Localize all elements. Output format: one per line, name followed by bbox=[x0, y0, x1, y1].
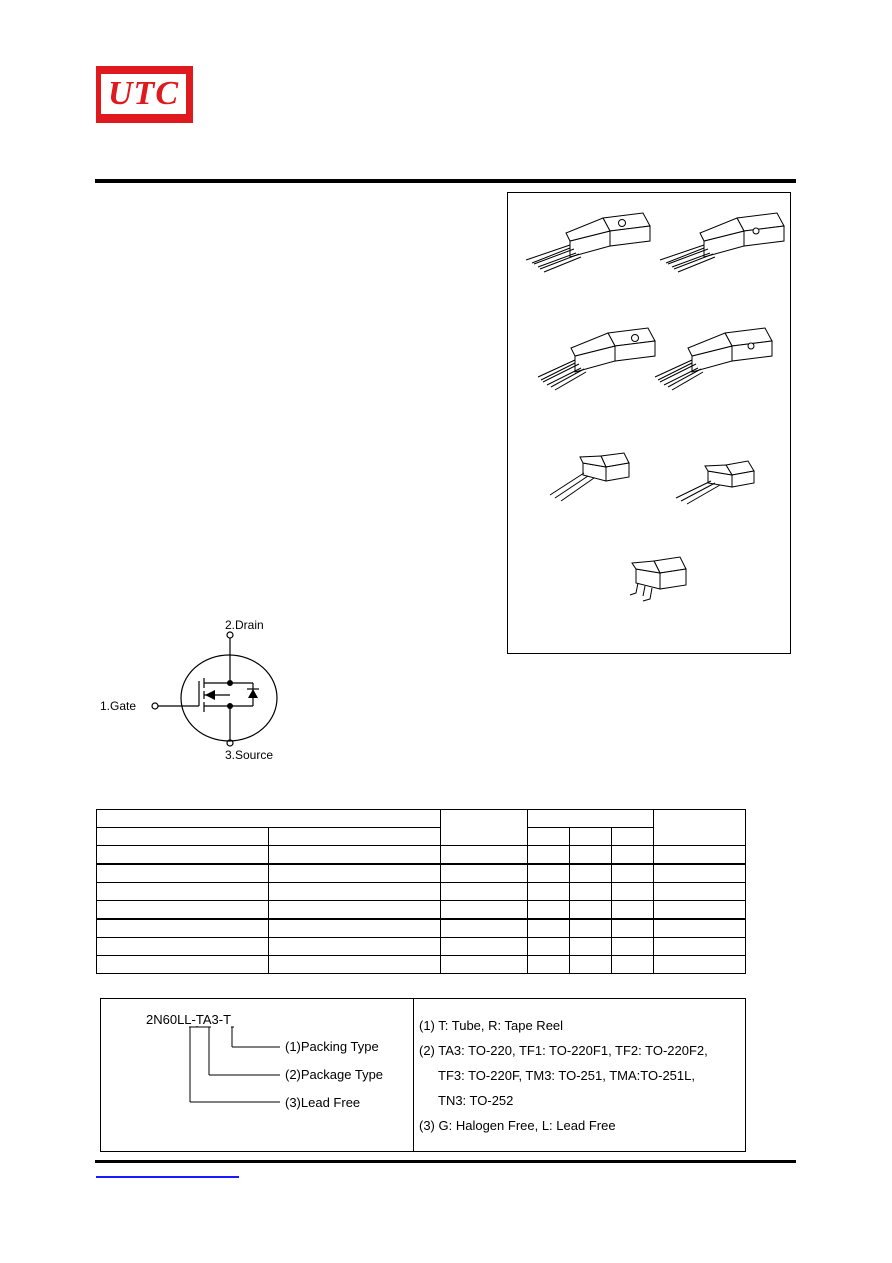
package-drawings bbox=[508, 193, 792, 655]
lead-free-label: (3)Lead Free bbox=[285, 1095, 361, 1110]
packing-type-label: (1)Packing Type bbox=[285, 1039, 379, 1054]
table-row bbox=[97, 846, 746, 865]
note-package-3: TN3: TO-252 bbox=[438, 1093, 514, 1108]
to220f-package-drawing bbox=[660, 213, 784, 272]
logo-text: UTC bbox=[108, 75, 179, 112]
table-header-row bbox=[97, 810, 746, 828]
to220f2-package-drawing bbox=[655, 328, 772, 390]
package-type-label: (2)Package Type bbox=[285, 1067, 384, 1082]
header-rule bbox=[95, 179, 796, 183]
to220-package-drawing bbox=[526, 213, 650, 272]
footer-link[interactable] bbox=[96, 1176, 239, 1178]
to251l-package-drawing bbox=[676, 461, 754, 504]
ordering-information-table bbox=[96, 809, 746, 974]
utc-logo bbox=[96, 66, 193, 123]
part-number-code: 2N60LL-TA3-T bbox=[146, 1012, 232, 1027]
to252-package-drawing bbox=[630, 557, 686, 601]
note-package-1: (2) TA3: TO-220, TF1: TO-220F1, TF2: TO-220F2, bbox=[419, 1043, 708, 1058]
note-packing: (1) T: Tube, R: Tape Reel bbox=[419, 1018, 564, 1033]
decode-divider bbox=[413, 998, 414, 1152]
table-row bbox=[97, 901, 746, 920]
mosfet-schematic bbox=[95, 615, 295, 765]
table-header-row bbox=[97, 828, 746, 846]
drain-label: 2.Drain bbox=[225, 618, 264, 632]
table-row bbox=[97, 883, 746, 901]
table-row bbox=[97, 864, 746, 883]
note-package-2: TF3: TO-220F, TM3: TO-251, TMA:TO-251L, bbox=[438, 1068, 695, 1083]
to251-package-drawing bbox=[550, 453, 629, 501]
source-label: 3.Source bbox=[225, 748, 274, 762]
table-row bbox=[97, 919, 746, 938]
note-lead-free: (3) G: Halogen Free, L: Lead Free bbox=[419, 1118, 616, 1133]
table-row bbox=[97, 956, 746, 974]
table-row bbox=[97, 938, 746, 956]
to220f1-package-drawing bbox=[538, 328, 655, 390]
package-drawings-box bbox=[507, 192, 791, 654]
gate-label: 1.Gate bbox=[100, 699, 137, 713]
mosfet-symbol bbox=[95, 615, 295, 765]
footer-rule bbox=[95, 1160, 796, 1163]
